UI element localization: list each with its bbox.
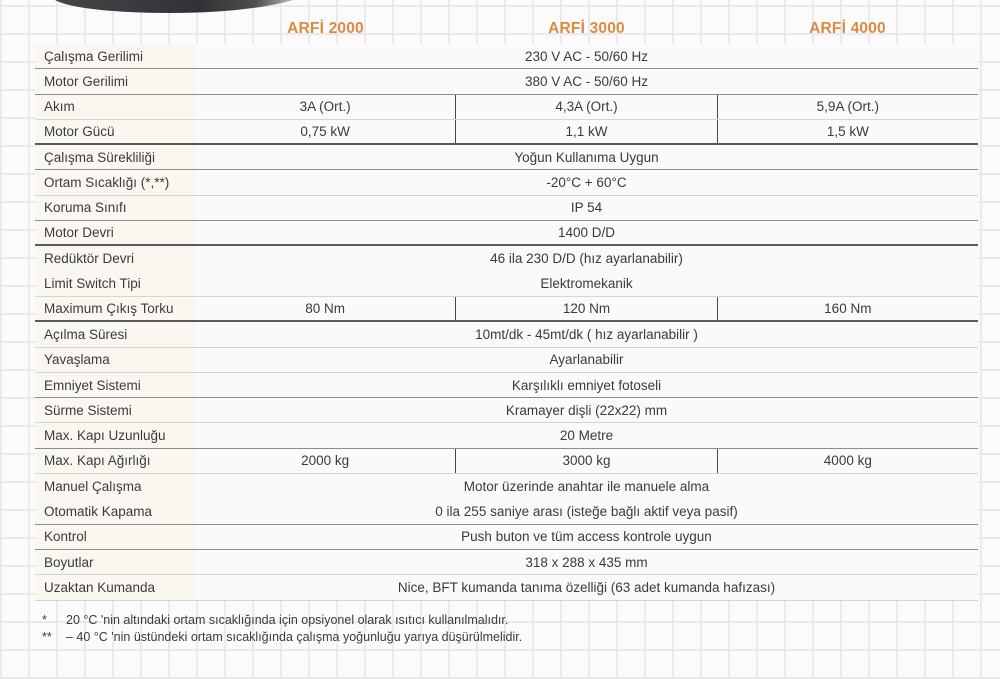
table-row [35,196,978,221]
row-value: Elektromekanik [540,276,633,292]
row-value: 20 Metre [559,428,614,444]
table-row [35,398,978,423]
row-label: Limit Switch Tipi [35,272,195,296]
footnote-text: – 40 °C 'nin üstündeki ortam sıcaklığında çalışma yoğunluğu yarıya düşürülmelidir. [66,629,523,644]
row-values [195,423,978,447]
table-row [35,145,978,170]
row-value: Nice, BFT kumanda tanıma özelliği (63 adet kumanda hafızası) [397,579,776,595]
row-value: -20°C + 60°C [546,175,627,191]
row-label: Akım [35,95,195,119]
row-value-col-2: 120 Nm [455,297,716,320]
table-row [35,322,978,347]
column-header-2: ARFİ 3000 [548,20,625,37]
row-label: Motor Gerilimi [35,69,195,93]
row-values [195,550,978,574]
table-row [35,423,978,448]
footnote-marker: * [42,613,47,627]
row-values [195,170,978,194]
table-row [35,69,978,94]
row-label: Çalışma Sürekliliği [35,145,195,169]
row-value: 0 ila 255 saniye arası (isteğe bağlı aktif veya pasif) [435,503,738,519]
row-values [195,246,978,270]
row-values [195,120,978,143]
row-values [195,297,978,320]
row-value: 230 V AC - 50/60 Hz [524,48,649,64]
row-value: Kramayer dişli (22x22) mm [505,402,668,418]
footnote-marker: ** [42,629,52,644]
table-row [35,449,978,474]
row-label: Ortam Sıcaklığı (*,**) [35,170,195,194]
row-value: 1400 D/D [557,225,616,241]
row-label: Koruma Sınıfı [35,196,195,220]
product-column-headers [35,14,978,44]
table-row [35,221,978,246]
row-label: Max. Kapı Uzunluğu [35,423,195,447]
table-row [35,474,978,499]
row-values [195,272,978,296]
row-value-col-1: 0,75 kW [300,124,350,140]
table-row [35,348,978,373]
row-label: Otomatik Kapama [35,499,195,523]
row-values [195,474,978,498]
table-row [35,44,978,69]
row-label: Boyutlar [35,550,195,574]
table-row [35,575,978,600]
row-values [195,525,978,549]
table-row [35,297,978,322]
row-values [195,373,978,397]
row-label: Açılma Süresi [35,322,195,346]
row-value-col-2: 3000 kg [455,449,716,473]
row-value: Ayarlanabilir [549,352,624,368]
row-value: Karşılıklı emniyet fotoseli [511,377,662,393]
column-header-3: ARFİ 4000 [809,20,886,37]
row-value: IP 54 [570,200,603,216]
table-row [35,120,978,145]
row-label: Manuel Çalışma [35,474,195,498]
row-label: Redüktör Devri [35,246,195,270]
footnote-text: 20 °C 'nin altındaki ortam sıcaklığında için opsiyonel olarak ısıtıcı kullanılmalıdır. [66,613,509,627]
table-row [35,95,978,120]
footnotes [42,612,942,645]
row-values [195,322,978,346]
footnote-line [42,612,942,629]
row-values [195,95,978,119]
row-label: Yavaşlama [35,348,195,372]
row-value: 46 ila 230 D/D (hız ayarlanabilir) [490,251,683,267]
row-label: Motor Devri [35,221,195,244]
row-values [195,449,978,473]
row-value-col-3: 4000 kg [717,449,978,473]
row-value-col-3: 5,9A (Ort.) [717,95,978,119]
row-value: Motor üzerinde anahtar ile manuele alma [463,478,710,494]
row-values [195,575,978,599]
row-values [195,499,978,523]
row-label: Uzaktan Kumanda [35,575,195,599]
row-values [195,221,978,244]
row-value-col-2: 4,3A (Ort.) [455,95,716,119]
row-value: Push buton ve tüm access kontrole uygun [461,529,712,545]
row-label: Motor Gücü [35,120,195,143]
row-label: Max. Kapı Ağırlığı [35,449,195,473]
row-value-col-1: 3A (Ort.) [299,99,351,115]
table-row [35,272,978,297]
row-label: Çalışma Gerilimi [35,44,195,68]
row-values [195,196,978,220]
row-value: Yoğun Kullanıma Uygun [514,149,659,165]
row-value: 318 x 288 x 435 mm [525,554,648,570]
row-values [195,348,978,372]
footnote-line [42,629,942,646]
row-value-col-3: 160 Nm [717,297,978,320]
row-label: Sürme Sistemi [35,398,195,422]
row-value-col-1: 2000 kg [301,453,350,469]
header-spacer [35,14,195,44]
row-label: Maximum Çıkış Torku [35,297,195,320]
row-values [195,69,978,93]
column-header-1: ARFİ 2000 [287,20,364,37]
specification-table [35,44,978,601]
row-value: 10mt/dk - 45mt/dk ( hız ayarlanabilir ) [475,326,698,342]
row-label: Emniyet Sistemi [35,373,195,397]
row-value-col-1: 80 Nm [305,301,346,317]
table-row [35,170,978,195]
row-label: Kontrol [35,525,195,549]
row-values [195,44,978,68]
row-value-col-2: 1,1 kW [455,120,716,143]
table-row [35,550,978,575]
row-value-col-3: 1,5 kW [717,120,978,143]
table-row [35,525,978,550]
row-value: 380 V AC - 50/60 Hz [524,73,649,89]
row-values [195,398,978,422]
table-row [35,373,978,398]
table-row [35,499,978,524]
table-row [35,246,978,271]
row-values [195,145,978,169]
